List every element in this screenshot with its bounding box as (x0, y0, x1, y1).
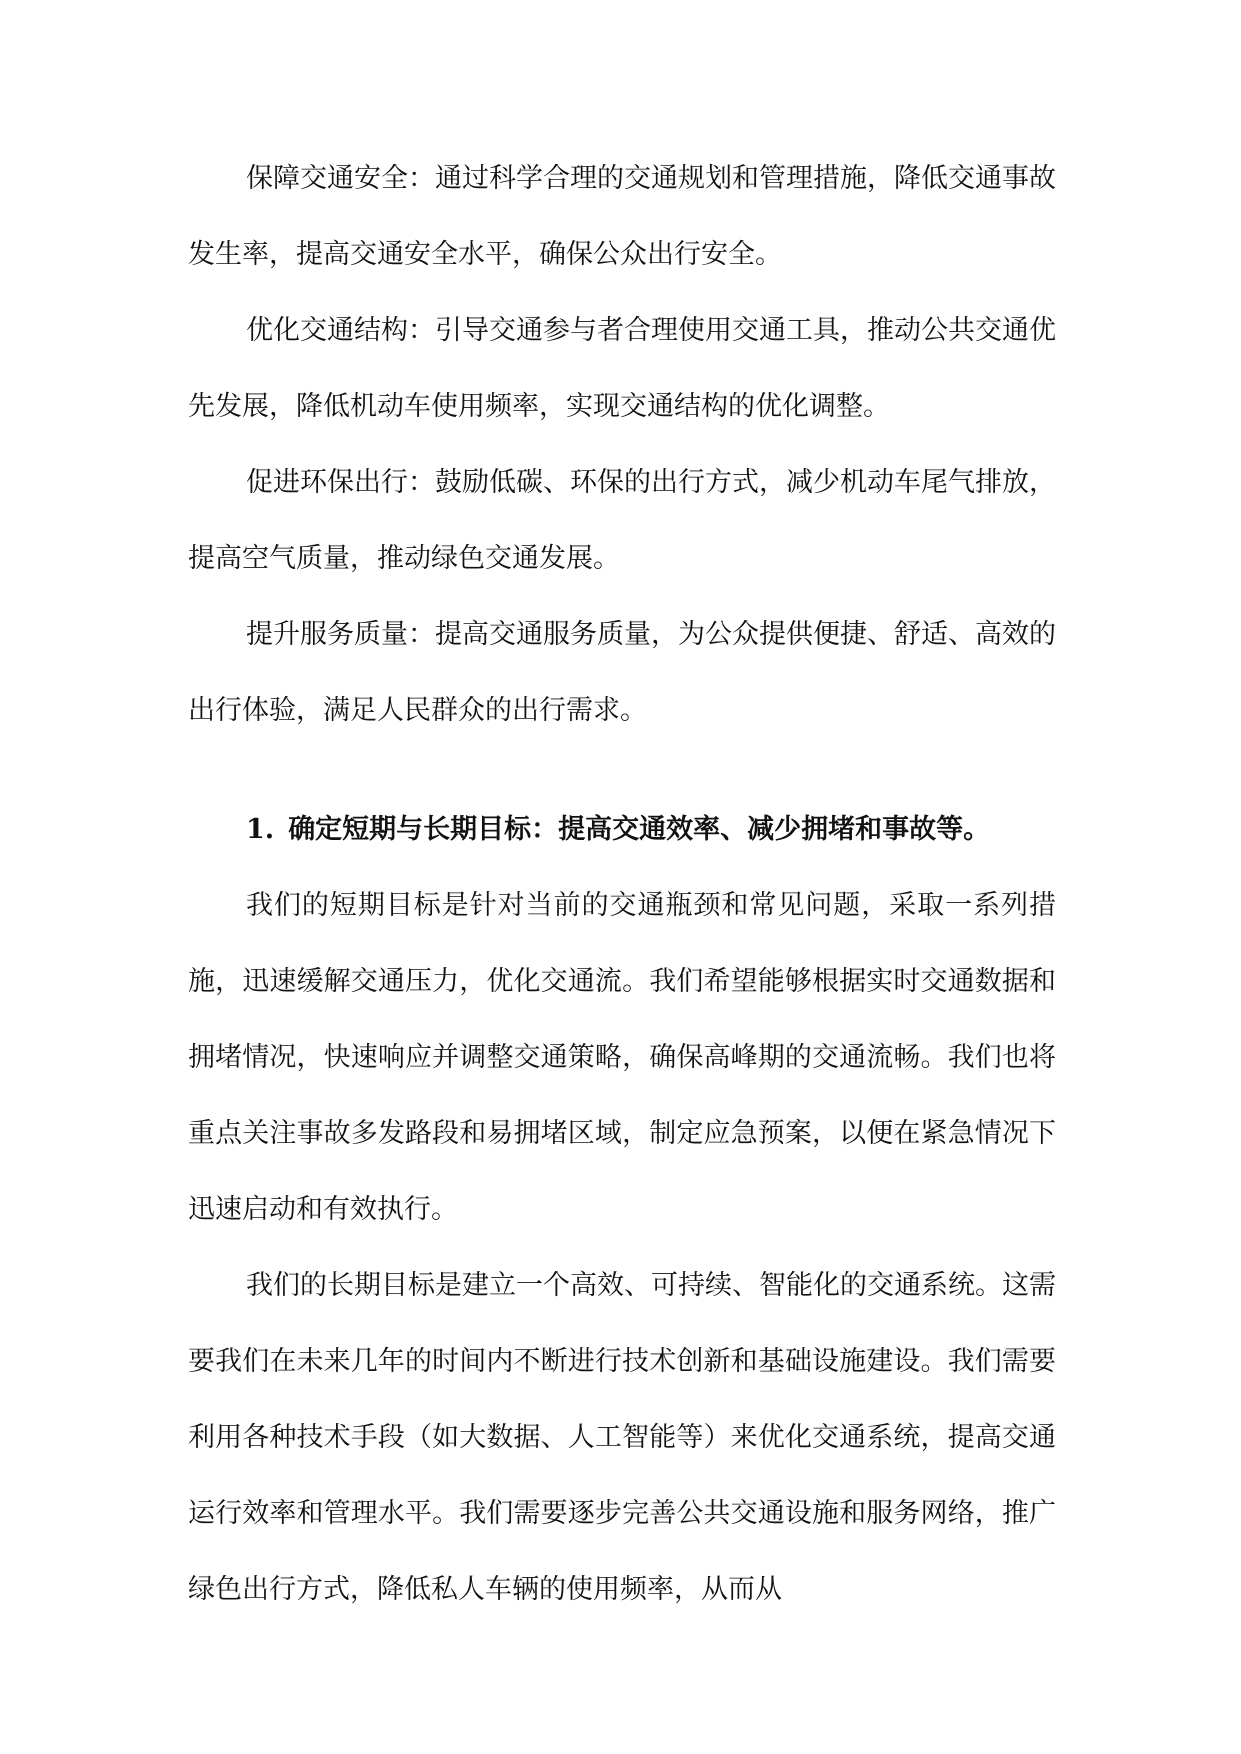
goal-paragraph-safety: 保障交通安全：通过科学合理的交通规划和管理措施，降低交通事故发生率，提高交通安全水平，确保公众出行安全。 (188, 163, 1056, 270)
section-heading (188, 792, 1056, 868)
goal-paragraph-eco: 促进环保出行：鼓励低碳、环保的出行方式，减少机动车尾气排放，提高空气质量，推动绿色交通发展。 (188, 467, 1056, 574)
section-title: 确定短期与长期目标：提高交通效率、减少拥堵和事故等。 (288, 814, 991, 845)
goal-paragraph-structure: 优化交通结构：引导交通参与者合理使用交通工具，推动公共交通优先发展，降低机动车使用频率，实现交通结构的优化调整。 (188, 315, 1056, 422)
goal-paragraph-service: 提升服务质量：提高交通服务质量，为公众提供便捷、舒适、高效的出行体验，满足人民群众的出行需求。 (188, 619, 1056, 726)
body-paragraph-long-term: 我们的长期目标是建立一个高效、可持续、智能化的交通系统。这需要我们在未来几年的时间内不断进行技术创新和基础设施建设。我们需要利用各种技术手段（如大数据、人工智能等）来优化交通系统，提高交通运行效率和管理水平。我们需要逐步完善公共交通设施和服务网络，推广绿色出行方式，降低私人车辆的使用频率，从而从 (188, 1270, 1056, 1605)
page-content (188, 141, 1056, 1628)
section-number: 1. (246, 814, 275, 845)
body-paragraph-short-term: 我们的短期目标是针对当前的交通瓶颈和常见问题，采取一系列措施，迅速缓解交通压力，优化交通流。我们希望能够根据实时交通数据和拥堵情况，快速响应并调整交通策略，确保高峰期的交通流畅。我们也将重点关注事故多发路段和易拥堵区域，制定应急预案，以便在紧急情况下迅速启动和有效执行。 (188, 890, 1056, 1225)
